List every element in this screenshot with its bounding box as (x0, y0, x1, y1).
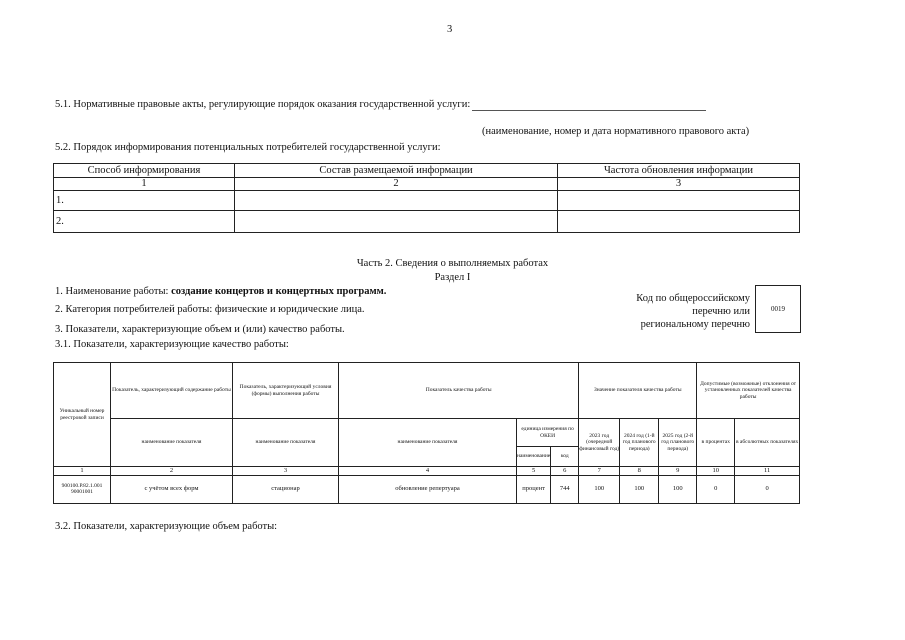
row-okei-code: 744 (551, 475, 579, 503)
header-indicator-name: наименование показателя (339, 419, 517, 467)
work-name-label: 1. Наименование работы: (55, 286, 172, 297)
info-header-frequency: Частота обновления информации (558, 164, 800, 178)
work-name-value: создание концертов и концертных программ. (171, 286, 387, 297)
info-header-method: Способ информирования (54, 164, 235, 178)
row-value-2025: 100 (659, 475, 697, 503)
info-col-number: 3 (558, 178, 800, 191)
info-header-content: Состав размещаемой информации (235, 164, 558, 178)
row-deviation-absolute: 0 (735, 475, 800, 503)
part-2-title: Часть 2. Сведения о выполняемых работах (356, 258, 549, 269)
registry-code-box: 0019 (755, 285, 801, 333)
info-row-2-content (235, 211, 558, 233)
column-number: 8 (620, 467, 659, 476)
info-row-2-frequency (558, 211, 800, 233)
section-5-1-line (55, 99, 706, 111)
info-row-2-label: 2. (54, 211, 235, 233)
column-number: 1 (54, 467, 111, 476)
code-label-line-2: перечню или (692, 306, 750, 317)
info-col-number: 2 (235, 178, 558, 191)
header-content-indicator: Показатель, характеризующий содержание работы (111, 363, 233, 419)
column-number: 3 (233, 467, 339, 476)
header-indicator-name: наименование показателя (111, 419, 233, 467)
info-row-1-label: 1. (54, 191, 235, 211)
column-number: 11 (735, 467, 800, 476)
row-content: с учётом всех форм (111, 475, 233, 503)
consumer-category: 2. Категория потребителей работы: физические и юридические лица. (55, 304, 365, 315)
legal-acts-blank-line (472, 100, 706, 111)
header-in-percent: в процентах (697, 419, 735, 467)
header-quality-indicator: Показатель качества работы (339, 363, 579, 419)
info-row-1-frequency (558, 191, 800, 211)
header-year-2024: 2024 год (1-й год планового периода) (620, 419, 659, 467)
header-allowed-deviation: Допустимые (возможные) отклонения от установленных показателей качества работы (697, 363, 800, 419)
code-label-line-3: региональному перечню (640, 319, 750, 330)
header-okei-unit: единица измерения по ОКЕИ (517, 419, 579, 447)
header-in-absolute: в абсолютных показателях (735, 419, 800, 467)
table-row (54, 475, 800, 503)
header-quality-values: Значение показателя качества работы (579, 363, 697, 419)
volume-indicators-heading: 3.2. Показатели, характеризующие объем работы: (55, 521, 278, 532)
row-deviation-percent: 0 (697, 475, 735, 503)
page-number: 3 (447, 24, 453, 35)
quality-table (53, 362, 800, 504)
column-number: 2 (111, 467, 233, 476)
legal-acts-caption: (наименование, номер и дата нормативного правового акта) (482, 126, 750, 137)
header-okei-name: наименование (517, 447, 551, 467)
column-number: 5 (517, 467, 551, 476)
column-number: 7 (579, 467, 620, 476)
row-value-2023: 100 (579, 475, 620, 503)
section-5-1-text: 5.1. Нормативные правовые акты, регулирующие порядок оказания государственной услуги: (55, 99, 471, 110)
row-value-2024: 100 (620, 475, 659, 503)
quality-indicators-heading: 3.1. Показатели, характеризующие качество работы: (55, 339, 289, 350)
column-number: 4 (339, 467, 517, 476)
column-number: 10 (697, 467, 735, 476)
header-year-2025: 2025 год (2-й год планового периода) (659, 419, 697, 467)
row-indicator: обновление репертуара (339, 475, 517, 503)
code-label-line-1: Код по общероссийскому (636, 293, 750, 304)
indicators-heading: 3. Показатели, характеризующие объем и (или) качество работы. (55, 324, 345, 335)
row-conditions: стационар (233, 475, 339, 503)
section-title: Раздел I (434, 272, 471, 283)
information-table (53, 163, 800, 233)
info-col-number: 1 (54, 178, 235, 191)
header-okei-code: код (551, 447, 579, 467)
work-name-line (55, 286, 386, 298)
row-unique-number: 900100.Р.82.1.001 90001001 (54, 475, 111, 503)
column-number: 6 (551, 467, 579, 476)
header-unique-number: Уникальный номер реестровой записи (54, 363, 111, 467)
row-unit: процент (517, 475, 551, 503)
header-year-2023: 2023 год (очередной финансовый год) (579, 419, 620, 467)
header-conditions-indicator: Показатель, характеризующий условия (формы) выполнения работы (233, 363, 339, 419)
section-5-2-text: 5.2. Порядок информирования потенциальных потребителей государственной услуги: (55, 142, 441, 153)
column-number: 9 (659, 467, 697, 476)
info-row-1-content (235, 191, 558, 211)
header-indicator-name: наименование показателя (233, 419, 339, 467)
